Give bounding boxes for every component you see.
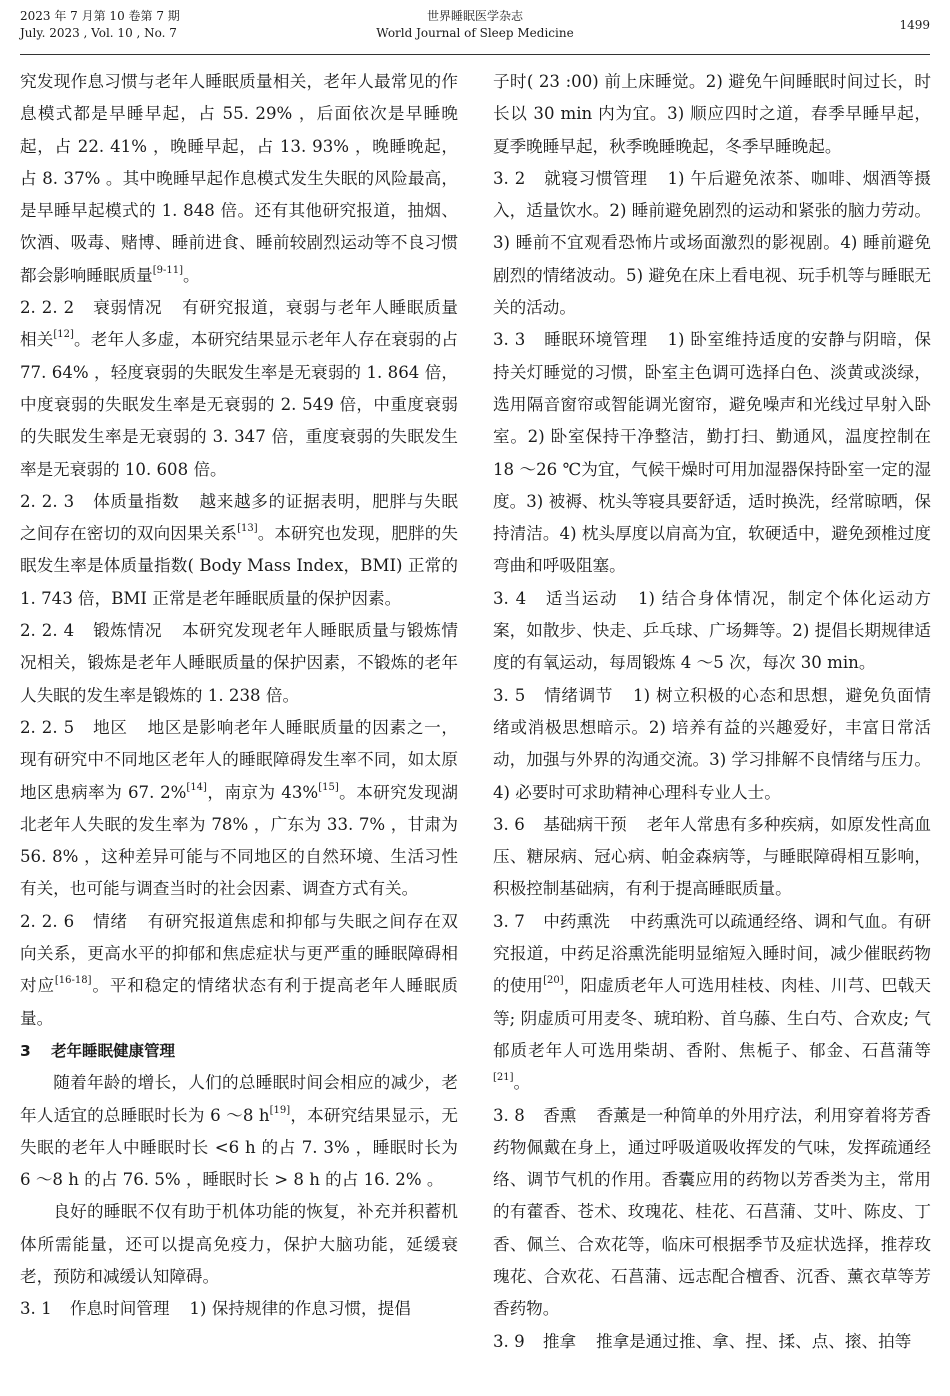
section-3-8: 3. 8 香熏 香薰是一种简单的外用疗法，利用穿着将芳香药物佩戴在身上，通过呼吸道吸收挥发的气味，发挥疏通经络、调节气机的作用。香囊应用的药物以芳香类为主，常用的有藿香、苍术、玫瑰花、桂花、石菖蒲、艾叶、陈皮、丁香、佩兰、合欢花等，临床可根据季节及症状选择，推荐玫瑰花、合欢花、石菖蒲、远志配合檀香、沉香、薰衣草等芳香药物。 <box>493 1105 932 1319</box>
section-3-9: 3. 9 推拿 推拿是通过推、拿、捏、揉、点、㨰、拍等 <box>493 1331 912 1351</box>
section-3-3: 3. 3 睡眠环境管理 1) 卧室维持适度的安静与阴暗，保持关灯睡觉的习惯，卧室主色调可选择白色、淡黄或淡绿，选用隔音窗帘或智能调光窗帘，避免噪声和光线过早射入卧室。2) 卧室保持干净整洁，勤打扫、勤通风，温度控制在 18 ～26 ℃为宜，气候干燥时可用加湿器保持卧室一定的湿度。3) 被褥、枕头等寝具要舒适，适时换洗，经常晾晒，保持清洁。4) 枕头厚度以肩高为宜，软硬适中，避免颈椎过度弯曲和呼吸阻塞。 <box>493 330 932 576</box>
section-3-6: 3. 6 基础病干预 老年人常患有多种疾病，如原发性高血压、糖尿病、冠心病、帕金森病等，与睡眠障碍相互影响，积极控制基础病，有利于提高睡眠质量。 <box>493 814 932 899</box>
section-heading: 情绪 <box>92 911 128 931</box>
section-heading: 体质量指数 <box>92 491 180 511</box>
citation: [9-11] <box>152 264 184 276</box>
citation: [20] <box>543 975 564 987</box>
section-heading: 基础病干预 <box>543 814 627 834</box>
section-2-2-3: 2. 2. 3 体质量指数 越来越多的证据表明，肥胖与失眠之间存在密切的双向因果关系[13]。本研究也发现，肥胖的失眠发生率是体质量指数( Body Mass Index，BMI) 正常的 1. 743 倍，BMI 正常是老年睡眠质量的保护因素。 <box>20 491 459 608</box>
section-3-1: 3. 1 作息时间管理 1) 保持规律的作息习惯，提倡 <box>20 1299 411 1319</box>
citation: [15] <box>318 781 339 793</box>
section-heading: 地区 <box>92 717 128 737</box>
section-2-2-5: 2. 2. 5 地区 地区是影响老年人睡眠质量的因素之一，现有研究中不同地区老年人的睡眠障碍发生率不同，如太原地区患病率为 67. 2%[14]，南京为 43%[15]。本研究发现湖北老年人失眠的发生率为 78% ，广东为 33. 7% ，甘肃为 56. 8% ，这种差异可能与不同地区的自然环境、生活习性有关，也可能与调查当时的社会因素、调查方式有关。 <box>20 717 459 899</box>
section-heading: 香熏 <box>543 1105 577 1125</box>
section-heading: 睡眠环境管理 <box>543 330 648 350</box>
section-heading: 适当运动 <box>544 588 619 608</box>
citation: [14] <box>186 781 207 793</box>
issue-english: July. 2023 , Vol. 10 , No. 7 <box>20 26 177 40</box>
paragraph-habits-continued: 究发现作息习惯与老年人睡眠质量相关，老年人最常见的作息模式都是早睡早起，占 55. 29% ，后面依次是早睡晚起，占 22. 41% ，晚睡早起，占 13. 93% ，晚睡晚起，占 8. 37% 。其中晚睡早起作息模式发生失眠的风险最高，是早睡早起模式的 1. 848 倍。还有其他研究报道，抽烟、饮酒、吸毒、赌博、睡前进食、睡前较剧烈运动等不良习惯都会影响睡眠质量[9-11]。 <box>20 72 458 285</box>
citation: [13] <box>237 523 258 535</box>
section-heading: 就寝习惯管理 <box>543 168 648 188</box>
section-3-5: 3. 5 情绪调节 1) 树立积极的心态和思想，避免负面情绪或消极思想暗示。2) 培养有益的兴趣爱好，丰富日常活动，加强与外界的沟通交流。3) 学习排解不良情绪与压力。4) 必要时可求助精神心理科专业人士。 <box>493 685 932 802</box>
section-heading: 锻炼情况 <box>92 621 163 641</box>
page-number: 1499 <box>899 18 930 32</box>
section-2-2-4: 2. 2. 4 锻炼情况 本研究发现老年人睡眠质量与锻炼情况相关，锻炼是老年人睡眠质量的保护因素，不锻炼的老年人失眠的发生率是锻炼的 1. 238 倍。 <box>20 621 458 705</box>
section-3-7: 3. 7 中药熏洗 中药熏洗可以疏通经络、调和气血。有研究报道，中药足浴熏洗能明显缩短入睡时间，减少催眠药物的使用[20]，阳虚质老年人可选用桂枝、肉桂、川芎、巴戟天等; 阴虚质可用麦冬、琥珀粉、首乌藤、生白芍、合欢皮; 气郁质老年人可选用柴胡、香附、焦栀子、郁金、石菖蒲等[21]。 <box>493 911 932 1093</box>
section-3-1-continued: 子时( 23 :00) 前上床睡觉。2) 避免午间睡眠时间过长，时长以 30 min 内为宜。3) 顺应四时之道，春季早睡早起，夏季晚睡早起，秋季晚睡晚起，冬季早睡晚起。 <box>493 72 931 156</box>
citation: [16-18] <box>54 975 92 987</box>
journal-title-chinese: 世界睡眠医学杂志 <box>426 9 523 23</box>
right-column <box>493 66 931 1358</box>
journal-title-english: World Journal of Sleep Medicine <box>376 26 574 40</box>
section-3-4: 3. 4 适当运动 1) 结合身体情况，制定个体化运动方案，如散步、快走、乒乓球、广场舞等。2) 提倡长期规律适度的有氧运动，每周锻炼 4 ～5 次，每次 30 min。 <box>493 588 931 673</box>
section-heading: 衰弱情况 <box>92 298 163 318</box>
section-heading: 作息时间管理 <box>69 1299 170 1319</box>
journal-title <box>0 8 950 42</box>
header-rule <box>20 54 930 55</box>
page-header <box>0 0 950 56</box>
section-3-heading: 3 老年睡眠健康管理 <box>20 1041 175 1060</box>
section-title: 老年睡眠健康管理 <box>50 1041 175 1060</box>
section-2-2-2: 2. 2. 2 衰弱情况 有研究报道，衰弱与老年人睡眠质量相关[12]。老年人多虚，本研究结果显示老年人存在衰弱的占 77. 64% ，轻度衰弱的失眠发生率是无衰弱的 1. 864 倍，中度衰弱的失眠发生率是无衰弱的 2. 549 倍，中重度衰弱的失眠发生率是无衰弱的 3. 347 倍，重度衰弱的失眠发生率是无衰弱的 10. 608 倍。 <box>20 298 459 479</box>
section-2-2-6: 2. 2. 6 情绪 有研究报道焦虑和抑郁与失眠之间存在双向关系，更高水平的抑郁和焦虑症状与更严重的睡眠障碍相对应[16-18]。平和稳定的情绪状态有利于提高老年人睡眠质量。 <box>20 911 459 1028</box>
section-heading: 中药熏洗 <box>543 911 611 931</box>
paragraph-sleep-duration: 随着年龄的增长，人们的总睡眠时间会相应的减少，老年人适宜的总睡眠时长为 6 ～8 h[19]，本研究结果显示，无失眠的老年人中睡眠时长 <6 h 的占 7. 3% ，睡眠时长为 6 ～8 h 的占 76. 5% ，睡眠时长 > 8 h 的占 16. 2% 。 <box>20 1073 458 1190</box>
issue-chinese: 2023 年 7 月第 10 卷第 7 期 <box>20 9 180 23</box>
section-3-2: 3. 2 就寝习惯管理 1) 午后避免浓茶、咖啡、烟酒等摄入，适量饮水。2) 睡前避免剧烈的运动和紧张的脑力劳动。3) 睡前不宜观看恐怖片或场面激烈的影视剧。4) 睡前避免剧烈的情绪波动。5) 避免在床上看电视、玩手机等与睡眠无关的活动。 <box>493 168 932 318</box>
citation: [19] <box>269 1104 291 1116</box>
citation: [21] <box>493 1072 514 1084</box>
citation: [12] <box>53 329 74 341</box>
section-heading: 推拿 <box>542 1331 577 1351</box>
left-column <box>20 66 458 1326</box>
paragraph-good-sleep: 良好的睡眠不仅有助于机体功能的恢复，补充并积蓄机体所需能量，还可以提高免疫力，保护大脑功能，延缓衰老，预防和减缓认知障碍。 <box>20 1202 458 1286</box>
section-heading: 情绪调节 <box>543 685 614 705</box>
